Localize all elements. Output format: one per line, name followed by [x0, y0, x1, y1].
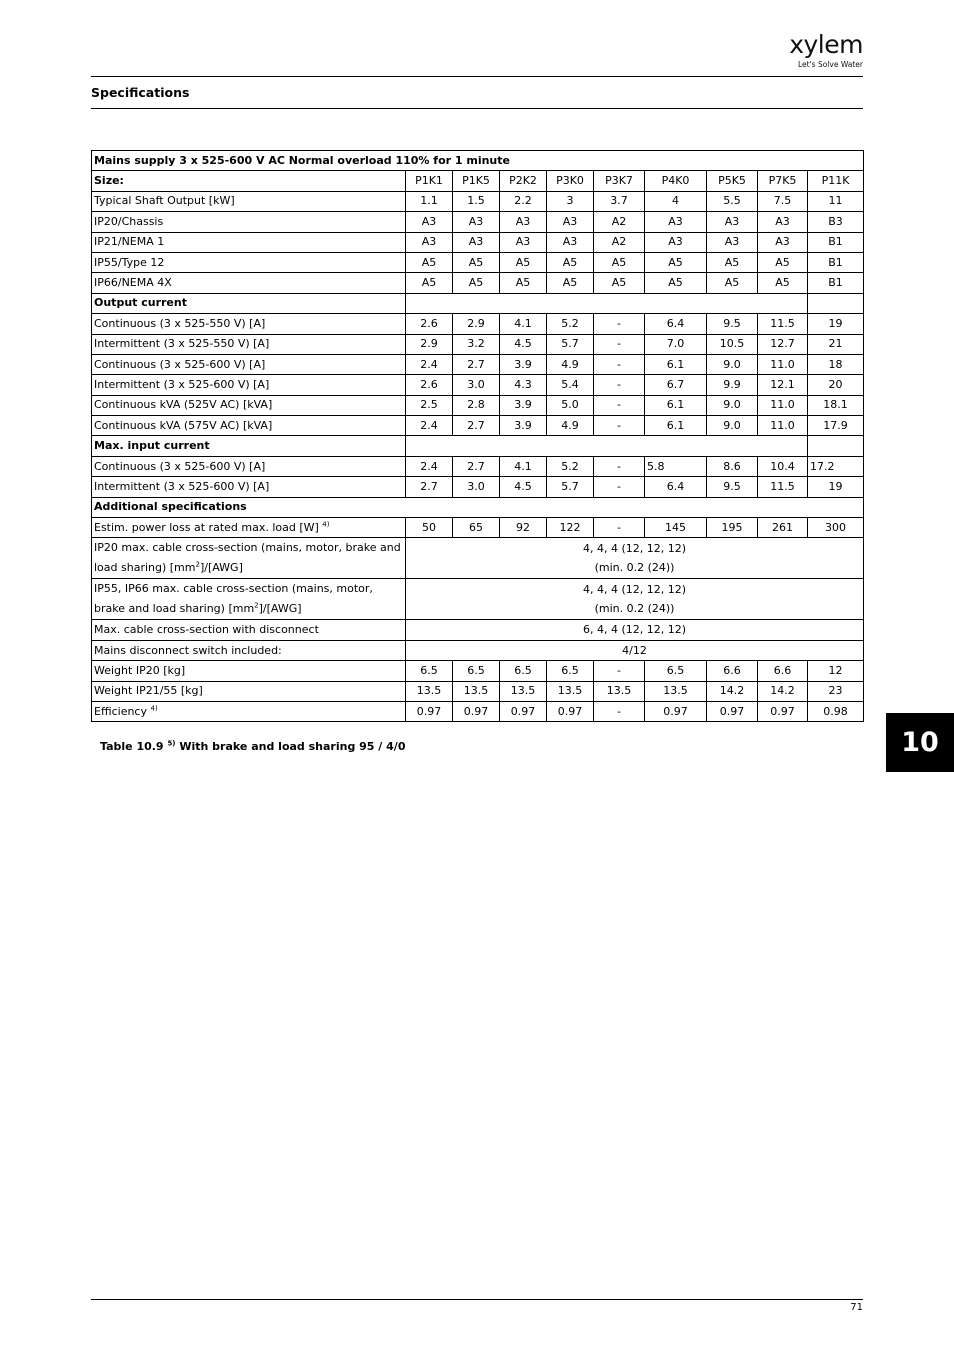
output-current-row [92, 395, 864, 415]
value-cell: 195 [707, 518, 758, 538]
value-cell: 12.1 [758, 375, 808, 395]
value-cell: A5 [500, 252, 547, 272]
size-cell: P4K0 [645, 171, 707, 191]
empty-cell [808, 436, 864, 456]
empty-cell [808, 293, 864, 313]
value-cell: 9.5 [707, 314, 758, 334]
value-cell: 5.4 [547, 375, 594, 395]
row-label [92, 375, 406, 395]
value-cell: 2.4 [406, 456, 453, 476]
value-cell: 4.9 [547, 354, 594, 374]
row-label-text: IP20/Chassis [94, 214, 164, 228]
value-cell: 2.7 [453, 456, 500, 476]
ip55-cable-row [92, 579, 864, 620]
value-cell: B1 [808, 273, 864, 293]
row-label [92, 252, 406, 272]
size-cell: P3K7 [594, 171, 645, 191]
disconnect-cable-row [92, 620, 864, 640]
row-label [92, 273, 406, 293]
brand-wordmark: xylem [789, 30, 863, 59]
value-cell: B3 [808, 212, 864, 232]
value-cell: 6.7 [645, 375, 707, 395]
value-cell: 3.9 [500, 354, 547, 374]
value-cell: 6.5 [645, 661, 707, 681]
row-label [92, 334, 406, 354]
spanning-value [406, 579, 864, 620]
value-cell: 2.2 [500, 191, 547, 211]
value-cell: 23 [808, 681, 864, 701]
value-cell: 5.2 [547, 456, 594, 476]
value-cell: 0.97 [406, 701, 453, 721]
footnote-marker: 4) [150, 704, 158, 713]
additional-spec-heading-row [92, 497, 864, 517]
value-cell: 3.9 [500, 395, 547, 415]
size-cell: P1K5 [453, 171, 500, 191]
value-cell: A3 [547, 232, 594, 252]
value-cell: 2.8 [453, 395, 500, 415]
value-cell: - [594, 456, 645, 476]
row-label: Mains disconnect switch included: [92, 640, 406, 660]
value-line: 4, 4, 4 (12, 12, 12) [583, 542, 687, 556]
unit-superscript: 2 [195, 560, 200, 569]
group-heading: Output current [92, 293, 406, 313]
value-cell: 3.9 [500, 416, 547, 436]
value-cell: 9.0 [707, 416, 758, 436]
row-label-text: Intermittent (3 x 525-600 V) [A] [94, 479, 270, 493]
value-cell: 2.7 [453, 354, 500, 374]
value-cell: - [594, 661, 645, 681]
value-cell: 5.7 [547, 334, 594, 354]
value-cell: B1 [808, 252, 864, 272]
value-cell: A3 [645, 212, 707, 232]
ip20-cable-row [92, 538, 864, 579]
row-label-text: IP66/NEMA 4X [94, 276, 172, 290]
table-title-row [92, 151, 864, 171]
value-cell: 0.97 [547, 701, 594, 721]
row-label [92, 701, 406, 721]
value-cell: B1 [808, 232, 864, 252]
row-label [92, 579, 406, 620]
value-cell: 6.4 [645, 477, 707, 497]
value-cell: 6.1 [645, 354, 707, 374]
row-label-text: Continuous kVA (575V AC) [kVA] [94, 418, 273, 432]
value-cell: A5 [594, 273, 645, 293]
group-heading: Max. input current [92, 436, 406, 456]
value-cell: A3 [758, 232, 808, 252]
row-label [92, 518, 406, 538]
spec-row [92, 232, 864, 252]
value-cell: 6.6 [707, 661, 758, 681]
row-label-text: Weight IP20 [kg] [94, 663, 186, 677]
value-cell: A2 [594, 212, 645, 232]
row-label-text: IP20 max. cable cross-section (mains, motor, brake and load sharing) [mm [94, 541, 401, 575]
value-cell: 2.6 [406, 314, 453, 334]
value-cell: A3 [547, 212, 594, 232]
value-cell: A5 [758, 273, 808, 293]
section-title: Specifications [91, 85, 190, 100]
size-cell: P5K5 [707, 171, 758, 191]
value-line: (min. 0.2 (24)) [594, 602, 675, 616]
value-cell: 2.9 [453, 314, 500, 334]
value-cell: 6.1 [645, 416, 707, 436]
output-current-row [92, 354, 864, 374]
value-cell: 10.4 [758, 456, 808, 476]
value-cell: - [594, 477, 645, 497]
output-current-row [92, 314, 864, 334]
value-cell: 10.5 [707, 334, 758, 354]
row-label [92, 232, 406, 252]
row-label-text: Continuous kVA (525V AC) [kVA] [94, 398, 273, 412]
value-cell: 2.7 [406, 477, 453, 497]
caption-footnote: 5) [167, 739, 176, 748]
value-cell: - [594, 416, 645, 436]
weight-ip21-row [92, 681, 864, 701]
value-cell: 0.97 [707, 701, 758, 721]
value-cell: A5 [758, 252, 808, 272]
row-label-text: Continuous (3 x 525-550 V) [A] [94, 316, 266, 330]
value-cell: 261 [758, 518, 808, 538]
value-cell: A3 [707, 212, 758, 232]
value-cell: 19 [808, 477, 864, 497]
row-label [92, 212, 406, 232]
value-cell: 12 [808, 661, 864, 681]
footer-rule [91, 1299, 863, 1300]
value-cell: 4.5 [500, 334, 547, 354]
size-cell: P3K0 [547, 171, 594, 191]
value-cell: 9.9 [707, 375, 758, 395]
value-cell: 2.4 [406, 416, 453, 436]
value-cell: - [594, 701, 645, 721]
value-cell: 6.5 [406, 661, 453, 681]
input-current-row [92, 477, 864, 497]
value-cell: 6.5 [547, 661, 594, 681]
value-cell: 18 [808, 354, 864, 374]
value-cell: 6.6 [758, 661, 808, 681]
row-label-text: Intermittent (3 x 525-600 V) [A] [94, 377, 270, 391]
value-cell: 3 [547, 191, 594, 211]
value-cell: 5.8 [645, 456, 707, 476]
value-cell: A5 [406, 273, 453, 293]
value-cell: 11.0 [758, 416, 808, 436]
value-cell: 145 [645, 518, 707, 538]
value-cell: - [594, 375, 645, 395]
value-cell: 0.97 [645, 701, 707, 721]
value-cell: 0.98 [808, 701, 864, 721]
empty-cell [406, 293, 808, 313]
value-cell: A3 [645, 232, 707, 252]
size-cell: P2K2 [500, 171, 547, 191]
section-rule [91, 108, 863, 109]
row-label [92, 395, 406, 415]
footnote-marker: 4) [322, 520, 330, 529]
value-cell: 2.4 [406, 354, 453, 374]
value-cell: A5 [645, 252, 707, 272]
value-cell: 17.9 [808, 416, 864, 436]
efficiency-row [92, 701, 864, 721]
value-cell: 11.5 [758, 314, 808, 334]
row-label-text: Typical Shaft Output [kW] [94, 194, 235, 208]
value-cell: 2.9 [406, 334, 453, 354]
value-cell: A3 [406, 212, 453, 232]
value-cell: 4.9 [547, 416, 594, 436]
row-label-text: IP55/Type 12 [94, 255, 165, 269]
value-cell: 122 [547, 518, 594, 538]
value-cell: A3 [758, 212, 808, 232]
row-label [92, 456, 406, 476]
header-rule [91, 76, 863, 77]
spanning-value: 4/12 [406, 640, 864, 660]
value-cell: 13.5 [594, 681, 645, 701]
size-cell: P11K [808, 171, 864, 191]
value-cell: 0.97 [500, 701, 547, 721]
value-cell: 3.0 [453, 375, 500, 395]
value-cell: 7.5 [758, 191, 808, 211]
power-loss-row [92, 518, 864, 538]
output-current-row [92, 375, 864, 395]
value-cell: 14.2 [707, 681, 758, 701]
spec-row [92, 252, 864, 272]
value-cell: 9.0 [707, 395, 758, 415]
value-cell: A5 [707, 273, 758, 293]
value-cell: 5.2 [547, 314, 594, 334]
row-label: Max. cable cross-section with disconnect [92, 620, 406, 640]
value-cell: 13.5 [547, 681, 594, 701]
value-cell: 3.2 [453, 334, 500, 354]
row-label-text: Intermittent (3 x 525-550 V) [A] [94, 337, 270, 351]
disconnect-switch-row [92, 640, 864, 660]
spec-row [92, 212, 864, 232]
row-label [92, 681, 406, 701]
value-cell: 92 [500, 518, 547, 538]
row-label [92, 477, 406, 497]
value-cell: - [594, 354, 645, 374]
row-label-text: IP21/NEMA 1 [94, 235, 165, 249]
value-cell: 13.5 [453, 681, 500, 701]
row-label [92, 191, 406, 211]
value-cell: 300 [808, 518, 864, 538]
value-cell: 14.2 [758, 681, 808, 701]
value-cell: 1.5 [453, 191, 500, 211]
output-current-heading-row [92, 293, 864, 313]
value-cell: 8.6 [707, 456, 758, 476]
spanning-value: 6, 4, 4 (12, 12, 12) [406, 620, 864, 640]
value-cell: A5 [500, 273, 547, 293]
value-cell: 3.7 [594, 191, 645, 211]
caption-prefix: Table 10.9 [100, 740, 164, 753]
value-cell: - [594, 334, 645, 354]
value-cell: 17.2 [808, 456, 864, 476]
value-cell: A5 [707, 252, 758, 272]
value-cell: 7.0 [645, 334, 707, 354]
value-cell: - [594, 314, 645, 334]
size-cell: P7K5 [758, 171, 808, 191]
value-cell: 4.5 [500, 477, 547, 497]
value-cell: 6.5 [500, 661, 547, 681]
value-cell: 12.7 [758, 334, 808, 354]
value-cell: 2.5 [406, 395, 453, 415]
output-current-row [92, 416, 864, 436]
input-current-row [92, 456, 864, 476]
row-label-text: ]/[AWG] [258, 602, 302, 616]
value-cell: 2.6 [406, 375, 453, 395]
row-label-text: Weight IP21/55 [kg] [94, 684, 203, 698]
spec-row [92, 273, 864, 293]
row-label [92, 538, 406, 579]
row-label [92, 354, 406, 374]
size-row [92, 171, 864, 191]
row-label-text: Estim. power loss at rated max. load [W] [94, 520, 319, 534]
value-cell: A3 [453, 212, 500, 232]
value-cell: 4 [645, 191, 707, 211]
row-label [92, 661, 406, 681]
row-label-text: Continuous (3 x 525-600 V) [A] [94, 357, 266, 371]
value-cell: - [594, 395, 645, 415]
value-cell: 4.1 [500, 456, 547, 476]
page-number: 71 [850, 1302, 863, 1313]
output-current-row [92, 334, 864, 354]
value-cell: 21 [808, 334, 864, 354]
value-cell: A5 [406, 252, 453, 272]
value-line: (min. 0.2 (24)) [594, 561, 675, 575]
value-cell: 6.4 [645, 314, 707, 334]
row-label [92, 416, 406, 436]
value-cell: 0.97 [453, 701, 500, 721]
table-title: Mains supply 3 x 525-600 V AC Normal overload 110% for 1 minute [92, 151, 864, 171]
weight-ip20-row [92, 661, 864, 681]
value-cell: 19 [808, 314, 864, 334]
value-cell: 5.7 [547, 477, 594, 497]
value-cell: 18.1 [808, 395, 864, 415]
spanning-value [406, 538, 864, 579]
value-cell: A5 [453, 252, 500, 272]
value-cell: 4.3 [500, 375, 547, 395]
caption-text: With brake and load sharing 95 / 4/0 [179, 740, 406, 753]
value-cell: A3 [707, 232, 758, 252]
value-cell: 11.5 [758, 477, 808, 497]
brand-logo [789, 32, 863, 69]
value-cell: 6.5 [453, 661, 500, 681]
value-cell: A5 [547, 273, 594, 293]
value-cell: 13.5 [645, 681, 707, 701]
value-cell: A3 [500, 232, 547, 252]
value-cell: 11.0 [758, 395, 808, 415]
value-cell: 11 [808, 191, 864, 211]
brand-tagline: Let's Solve Water [798, 60, 863, 69]
row-label-text: Efficiency [94, 704, 147, 718]
value-cell: 13.5 [500, 681, 547, 701]
row-label [92, 314, 406, 334]
value-cell: 5.0 [547, 395, 594, 415]
row-label-text: ]/[AWG] [199, 561, 243, 575]
size-label: Size: [92, 171, 406, 191]
size-cell: P1K1 [406, 171, 453, 191]
table-caption [100, 740, 405, 753]
value-cell: 9.5 [707, 477, 758, 497]
value-cell: A5 [453, 273, 500, 293]
specification-table [91, 150, 864, 722]
value-cell: 3.0 [453, 477, 500, 497]
value-cell: A3 [500, 212, 547, 232]
row-label-text: Continuous (3 x 525-600 V) [A] [94, 459, 266, 473]
value-cell: A5 [594, 252, 645, 272]
value-cell: 9.0 [707, 354, 758, 374]
value-cell: 6.1 [645, 395, 707, 415]
value-cell: - [594, 518, 645, 538]
value-cell: 0.97 [758, 701, 808, 721]
value-cell: 13.5 [406, 681, 453, 701]
empty-cell [406, 436, 808, 456]
value-cell: 1.1 [406, 191, 453, 211]
value-cell: A2 [594, 232, 645, 252]
value-cell: A5 [547, 252, 594, 272]
value-cell: 20 [808, 375, 864, 395]
value-cell: 2.7 [453, 416, 500, 436]
row-label-text: IP55, IP66 max. cable cross-section (mains, motor, brake and load sharing) [mm [94, 582, 373, 616]
value-cell: 11.0 [758, 354, 808, 374]
value-cell: A5 [645, 273, 707, 293]
value-cell: A3 [453, 232, 500, 252]
value-line: 4, 4, 4 (12, 12, 12) [583, 583, 687, 597]
value-cell: 5.5 [707, 191, 758, 211]
chapter-tab: 10 [886, 713, 954, 772]
unit-superscript: 2 [254, 601, 259, 610]
value-cell: A3 [406, 232, 453, 252]
value-cell: 50 [406, 518, 453, 538]
input-current-heading-row [92, 436, 864, 456]
spec-row [92, 191, 864, 211]
value-cell: 4.1 [500, 314, 547, 334]
group-heading: Additional specifications [92, 497, 864, 517]
value-cell: 65 [453, 518, 500, 538]
